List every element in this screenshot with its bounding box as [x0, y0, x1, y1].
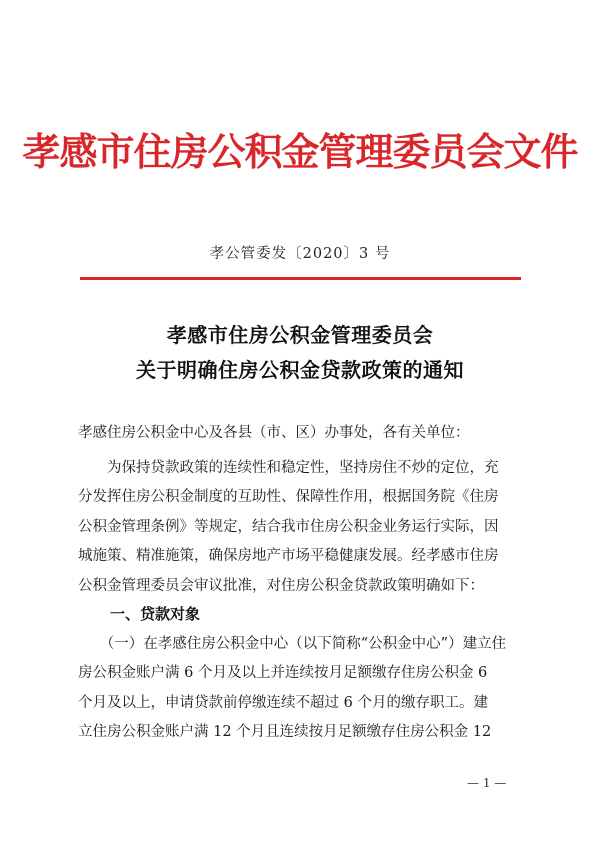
document-header-title: 孝感市住房公积金管理委员会文件 [22, 129, 578, 174]
section-paragraph-line: （一）在孝感住房公积金中心（以下简称“公积金中心”）建立住 [78, 636, 507, 652]
page-number: — 1 — [467, 776, 507, 790]
body-paragraph-line: 公积金管理委员会审议批准，对住房公积金贷款政策明确如下： [78, 578, 484, 594]
body-paragraph-line: 城施策、精准施策，确保房地产市场平稳健康发展。经孝感市住房 [78, 548, 499, 564]
notice-title-line-1: 孝感市住房公积金管理委员会 [166, 323, 434, 347]
section-heading-loan-recipients: 一、贷款对象 [110, 605, 201, 623]
section-paragraph-line: 立住房公积金账户满 12 个月且连续按月足额缴存住房公积金 12 [78, 724, 492, 740]
salutation-line: 孝感住房公积金中心及各县（市、区）办事处，各有关单位： [78, 425, 470, 441]
notice-title-line-2: 关于明确住房公积金贷款政策的通知 [136, 358, 464, 382]
red-divider-line [80, 277, 521, 280]
section-paragraph-line: 房公积金账户满 6 个月及以上并连续按月足额缴存住房公积金 6 [78, 665, 488, 681]
body-paragraph-line: 为保持贷款政策的连续性和稳定性，坚持房住不炒的定位，充 [78, 460, 499, 476]
document-number: 孝公管委发〔2020〕3 号 [209, 246, 391, 262]
section-paragraph-line: 个月及以上，申请贷款前停缴连续不超过 6 个月的缴存职工。建 [78, 695, 488, 711]
body-paragraph-line: 公积金管理条例》等规定，结合我市住房公积金业务运行实际，因 [78, 519, 499, 535]
body-paragraph-line: 分发挥住房公积金制度的互助性、保障性作用，根据国务院《住房 [78, 489, 499, 505]
